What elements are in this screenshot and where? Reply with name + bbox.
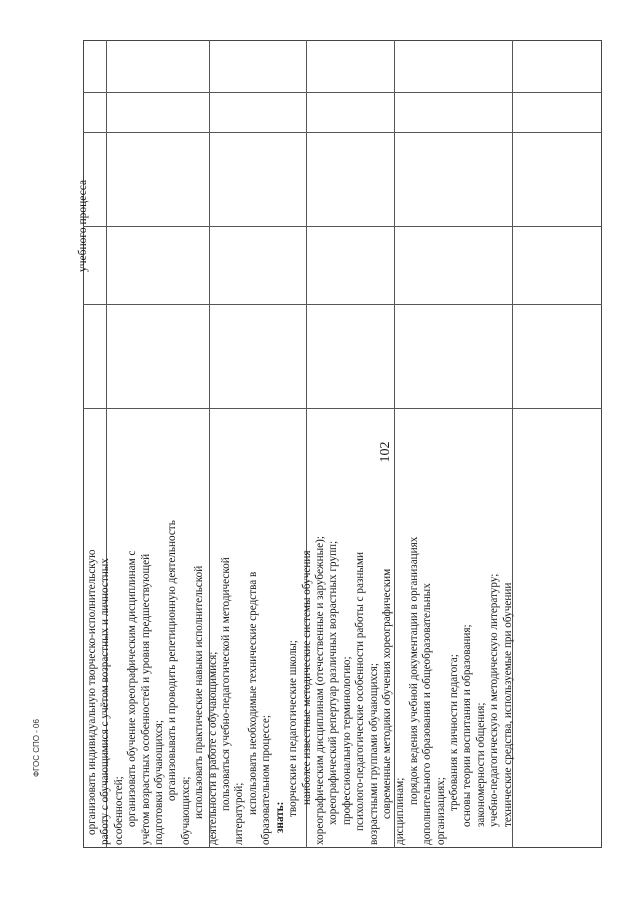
knowledge-line: требования к личности педагога;: [447, 654, 460, 811]
knowledge-line: творческие и педагогические школы;: [287, 640, 300, 817]
knowledge-line: литературой;: [233, 782, 246, 845]
knowledge-line: профессиональную терминологию;: [340, 656, 353, 825]
knowledge-line: психолого-педагогические особенности работы с разными: [354, 552, 367, 831]
knowledge-line: образовательном процессе;: [260, 715, 273, 845]
document-footer: ФГОС СПО - 06: [32, 719, 41, 777]
knowledge-line: дополнительного образования и общеобразовательных: [421, 583, 434, 845]
knowledge-line: использовать практические навыки исполнительской: [193, 565, 206, 819]
knowledge-line: организовать индивидуальную творческо-исполнительскую: [86, 549, 98, 835]
knowledge-line: порядок ведения учебной документации в организациях: [407, 536, 420, 805]
knowledge-line: возрастными группами обучающихся;: [367, 663, 380, 845]
knowledge-line: подготовки обучающихся;: [153, 719, 166, 845]
process-cell-text: учебного процесса: [77, 179, 89, 272]
table-divider: [83, 132, 602, 133]
knowledge-line: хореографическим дисциплинам (отечественные и зарубежные);: [313, 536, 326, 845]
knowledge-line: особенностей;: [112, 776, 125, 845]
knowledge-line: учётом возрастных особенностей и уровня предшествующей: [139, 553, 152, 845]
knowledge-line: дисциплинам;: [394, 777, 407, 845]
knowledge-line: работу с обучающимися с учётом возрастных и личностных: [99, 558, 112, 845]
knowledge-line: учебно-педагогическую и методическую литературу;: [488, 573, 501, 827]
knowledge-line: организовать обучение хореографическим дисциплинам с: [126, 550, 139, 827]
knowledge-line: деятельности в работе с обучающимися;: [206, 651, 219, 845]
knowledge-line: пользоваться учебно-педагогической и методической: [220, 557, 233, 811]
knowledge-line: хореографический репертуар различных возрастных групп;: [327, 540, 340, 825]
table-divider: [83, 408, 602, 409]
knowledge-line: организовывать и проводить репетиционную деятельность: [166, 520, 179, 801]
knowledge-line: технические средства, используемые при обучении: [501, 582, 514, 827]
knowledge-line: знать:: [273, 801, 286, 833]
knowledge-line: закономерности общения;: [474, 702, 487, 827]
table-divider: [83, 226, 602, 227]
knowledge-line: современные методики обучения хореографическим: [380, 568, 393, 819]
knowledge-line: основы теории воспитания и образования;: [461, 624, 474, 827]
knowledge-line: обучающихся;: [179, 776, 192, 845]
page-number: 102: [378, 441, 393, 463]
knowledge-line: использовать необходимые технические средства в: [246, 571, 259, 815]
table-divider: [83, 92, 602, 93]
knowledge-line: организациях;: [434, 777, 447, 845]
knowledge-text-block: [86, 462, 526, 845]
table-divider: [83, 304, 602, 305]
knowledge-line: наиболее известные методические системы обучения: [300, 550, 313, 805]
